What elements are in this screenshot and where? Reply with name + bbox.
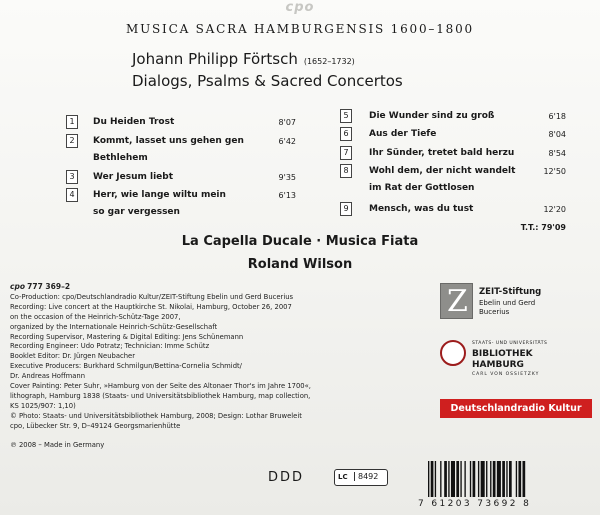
copyright-line: ℗ 2008 – Made in Germany: [10, 441, 105, 450]
total-time: T.T.: 79'09: [520, 223, 566, 232]
zeit-subtitle: Ebelin und Gerd Bucerius: [479, 299, 536, 316]
credit-line: Executive Producers: Burkhard Schmilgun/Bettina-Cornelia Schmidt/: [10, 362, 242, 371]
conductor: Roland Wilson: [247, 257, 353, 272]
track-duration: 8'54: [548, 149, 566, 158]
track-title-line2: im Rat der Gottlosen: [369, 183, 475, 193]
track-number: 2: [66, 134, 78, 148]
credit-line: Booklet Editor: Dr. Jürgen Neubacher: [10, 352, 136, 361]
credit-line: cpo, Lübecker Str. 9, D–49124 Georgsmarienhütte: [10, 421, 181, 430]
track-number: 4: [66, 188, 78, 202]
credit-line: Dr. Andreas Hoffmann: [10, 372, 86, 381]
recording-format: DDD: [268, 470, 305, 485]
credit-line: KS 1025/907: 1,10): [10, 401, 76, 410]
credit-line: Cover Painting: Peter Suhr, »Hamburg von der Seite des Altonaer Thor's im Jahre 1700«,: [10, 382, 311, 391]
track-title: Mensch, was du tust: [369, 204, 474, 214]
credits-block: [10, 282, 415, 451]
credit-line: Recording Engineer: Udo Potratz; Technician: Imme Schütz: [10, 342, 210, 351]
composer: [132, 50, 355, 68]
track-title: Ihr Sünder, tretet bald herzu: [369, 148, 515, 158]
credit-line: organized by the Internationale Heinrich-Schütz-Gesellschaft: [10, 322, 218, 331]
track-number: 6: [340, 127, 352, 141]
track-title: Wer Jesum liebt: [93, 172, 174, 182]
sub-hamburg-logo: STAATS- UND UNIVERSITÄTS BIBLIOTHEK HAMBURG CARL VON OSSIETZKY: [440, 340, 590, 384]
credit-line: [10, 432, 415, 442]
credit-line: Co-Production: cpo/Deutschlandradio Kultur/ZEIT-Stiftung Ebelin und Gerd Bucerius: [10, 292, 294, 301]
track-duration: 6'18: [548, 112, 566, 121]
track-title-line2: Bethlehem: [93, 153, 148, 163]
track-title: Aus der Tiefe: [369, 129, 437, 139]
zeit-title: ZEIT-Stiftung: [479, 287, 542, 297]
zeit-z-icon: Z: [440, 283, 473, 319]
track-duration: 8'07: [278, 118, 296, 127]
track-title: Herr, wie lange wiltu mein: [93, 190, 226, 200]
track-title: Du Heiden Trost: [93, 117, 175, 127]
album-subtitle: Dialogs, Psalms & Sacred Concertos: [132, 72, 403, 90]
credit-line: Recording Supervisor, Mastering & Digital Editing: Jens Schünemann: [10, 332, 244, 341]
credit-line: on the occasion of the Heinrich-Schütz-Tage 2007,: [10, 312, 181, 321]
track-number: 3: [66, 170, 78, 184]
track-duration: 8'04: [548, 130, 566, 139]
zeit-stiftung-logo: [440, 283, 590, 329]
credit-line: © Photo: Staats- und Universitätsbibliothek Hamburg, 2008; Design: Lothar Bruweleit: [10, 411, 302, 420]
track-title: Die Wunder sind zu groß: [369, 111, 495, 121]
deutschlandradio-logo: Deutschlandradio Kultur: [440, 399, 592, 418]
series-title: MUSICA SACRA HAMBURGENSIS 1600–1800: [126, 22, 474, 36]
catalog-number: 777 369–2: [27, 282, 71, 291]
library-seal-icon: [440, 340, 466, 366]
label-code: LC 8492: [334, 469, 388, 486]
track-number: 7: [340, 146, 352, 160]
track-duration: 6'42: [278, 137, 296, 146]
catalog-brand: cpo: [10, 282, 25, 291]
cpo-logo: cpo: [285, 0, 315, 15]
track-number: 5: [340, 109, 352, 123]
catalog-line: [10, 282, 415, 293]
track-duration: 9'35: [278, 173, 296, 182]
barcode: [418, 461, 590, 513]
barcode-icon: [428, 461, 580, 499]
track-title: Kommt, lasset uns gehen gen: [93, 136, 244, 146]
track-title-line2: so gar vergessen: [93, 207, 180, 217]
track-number: 9: [340, 202, 352, 216]
credit-line: Recording: Live concert at the Hauptkirche St. Nikolai, Hamburg, October 26, 2007: [10, 302, 292, 311]
track-duration: 12'50: [543, 167, 566, 176]
credit-line: lithograph, Hamburg 1838 (Staats- und Universitätsbibliothek Hamburg, map collection,: [10, 391, 311, 400]
composer-name: Johann Philipp Förtsch: [132, 50, 298, 68]
track-number: 1: [66, 115, 78, 129]
track-number: 8: [340, 164, 352, 178]
barcode-digits: 7 61203 73692 8: [418, 499, 532, 509]
track-title: Wohl dem, der nicht wandelt: [369, 166, 516, 176]
track-duration: 6'13: [278, 191, 296, 200]
track-duration: 12'20: [543, 205, 566, 214]
composer-years: (1652–1732): [303, 57, 355, 66]
ensembles: La Capella Ducale · Musica Fiata: [181, 234, 419, 249]
